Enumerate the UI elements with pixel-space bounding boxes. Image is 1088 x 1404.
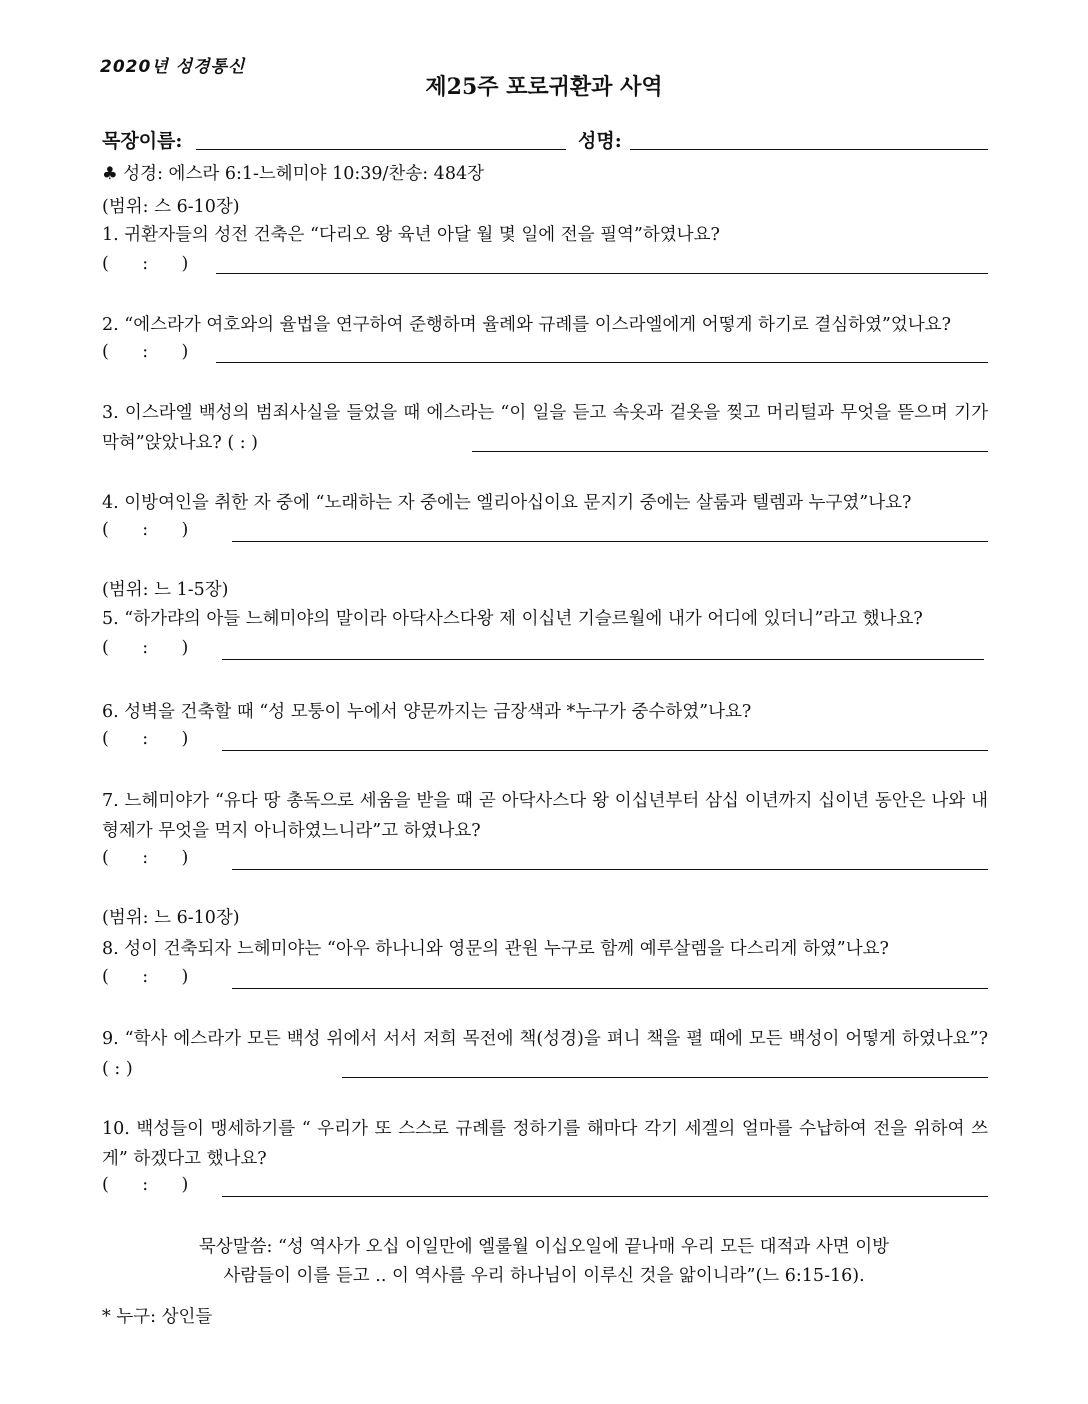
scripture-text: 성경: 에스라 6:1-느헤미야 10:39/찬송: 484장 (123, 164, 484, 184)
answer-line-7[interactable] (232, 869, 988, 870)
question-4: 4. 이방여인을 취한 자 중에 “노래하는 자 중에는 엘리아십이요 문지기 중에는 살룸과 텔렘과 누구였”나요? (102, 493, 912, 513)
answer-paren-4: ( : ) (102, 520, 189, 540)
answer-paren-7: ( : ) (102, 848, 189, 868)
question-5: 5. “하가랴의 아들 느헤미야의 말이라 아닥사스다왕 제 이십년 기슬르월에 내가 어디에 있더니”라고 했나요? (102, 609, 923, 629)
answer-line-2[interactable] (216, 362, 988, 363)
answer-paren-5: ( : ) (102, 638, 189, 658)
leader-label: 목장이름: (102, 130, 183, 152)
club-icon: ♣ (102, 164, 118, 184)
answer-line-3[interactable] (472, 451, 988, 452)
question-1: 1. 귀환자들의 성전 건축은 “다리오 왕 육년 아달 월 몇 일에 전을 필역”하였나요? (102, 225, 720, 245)
answer-paren-1: ( : ) (102, 254, 189, 274)
name-answer-line[interactable] (630, 149, 988, 150)
question-10: 10. 백성들이 맹세하기를 “ 우리가 또 스스로 규례를 정하기를 해마다 각기 세겔의 얼마를 수납하여 전을 위하여 쓰게” 하겠다고 했나요? (102, 1119, 988, 1169)
handwritten-year-tag: 2020년 성경통신 (100, 57, 246, 77)
question-6: 6. 성벽을 건축할 때 “성 모퉁이 누에서 양문까지는 금장색과 *누구가 중수하였”나요? (102, 702, 752, 722)
answer-line-8[interactable] (232, 988, 988, 989)
answer-paren-2: ( : ) (102, 342, 189, 362)
scripture-line (102, 162, 484, 186)
answer-paren-8: ( : ) (102, 967, 189, 987)
answer-line-5[interactable] (222, 659, 984, 660)
question-7: 7. 느헤미야가 “유다 땅 총독으로 세움을 받을 때 곧 아닥사스다 왕 이십년부터 삼십 이년까지 십이년 동안은 나와 내 형제가 무엇을 먹지 아니하였느니라”고 하였나요? (102, 791, 988, 841)
range-label-2: (범위: 느 1-5장) (102, 580, 229, 600)
name-label: 성명: (578, 130, 622, 152)
leader-answer-line[interactable] (196, 149, 566, 150)
answer-line-4[interactable] (232, 541, 988, 542)
question-9: 9. “학사 에스라가 모든 백성 위에서 서서 저희 목전에 책(성경)을 펴니 책을 펼 때에 모든 백성이 어떻게 하였나요”? ( : ) (102, 1029, 988, 1079)
answer-paren-6: ( : ) (102, 729, 189, 749)
page-title: 제25주 포로귀환과 사역 (425, 74, 663, 100)
answer-line-6[interactable] (222, 750, 988, 751)
answer-line-1[interactable] (216, 273, 988, 274)
meditation-verse-line-1: 묵상말씀: “성 역사가 오십 이일만에 엘룰월 이십오일에 끝나매 우리 모든 대적과 사면 이방 (198, 1237, 890, 1257)
question-8: 8. 성이 건축되자 느헤미야는 “아우 하나니와 영문의 관원 누구로 함께 예루살렘을 다스리게 하였”나요? (102, 939, 889, 959)
question-3: 3. 이스라엘 백성의 범죄사실을 들었을 때 에스라는 “이 일을 듣고 속옷과 겉옷을 찢고 머리털과 무엇을 뜯으며 기가 막혀”앉았나요? ( : ) (102, 403, 988, 453)
range-label-3: (범위: 느 6-10장) (102, 908, 240, 928)
footnote: * 누구: 상인들 (102, 1307, 213, 1327)
range-label-1: (범위: 스 6-10장) (102, 197, 240, 217)
question-2: 2. “에스라가 여호와의 율법을 연구하여 준행하며 율례와 규례를 이스라엘에게 어떻게 하기로 결심하였”었나요? (102, 315, 951, 335)
meditation-verse-line-2: 사람들이 이를 듣고 .. 이 역사를 우리 하나님이 이루신 것을 앎이니라”(느 6:15-16). (223, 1266, 865, 1286)
answer-paren-10: ( : ) (102, 1175, 189, 1195)
answer-line-10[interactable] (222, 1196, 988, 1197)
answer-line-9[interactable] (342, 1077, 988, 1078)
